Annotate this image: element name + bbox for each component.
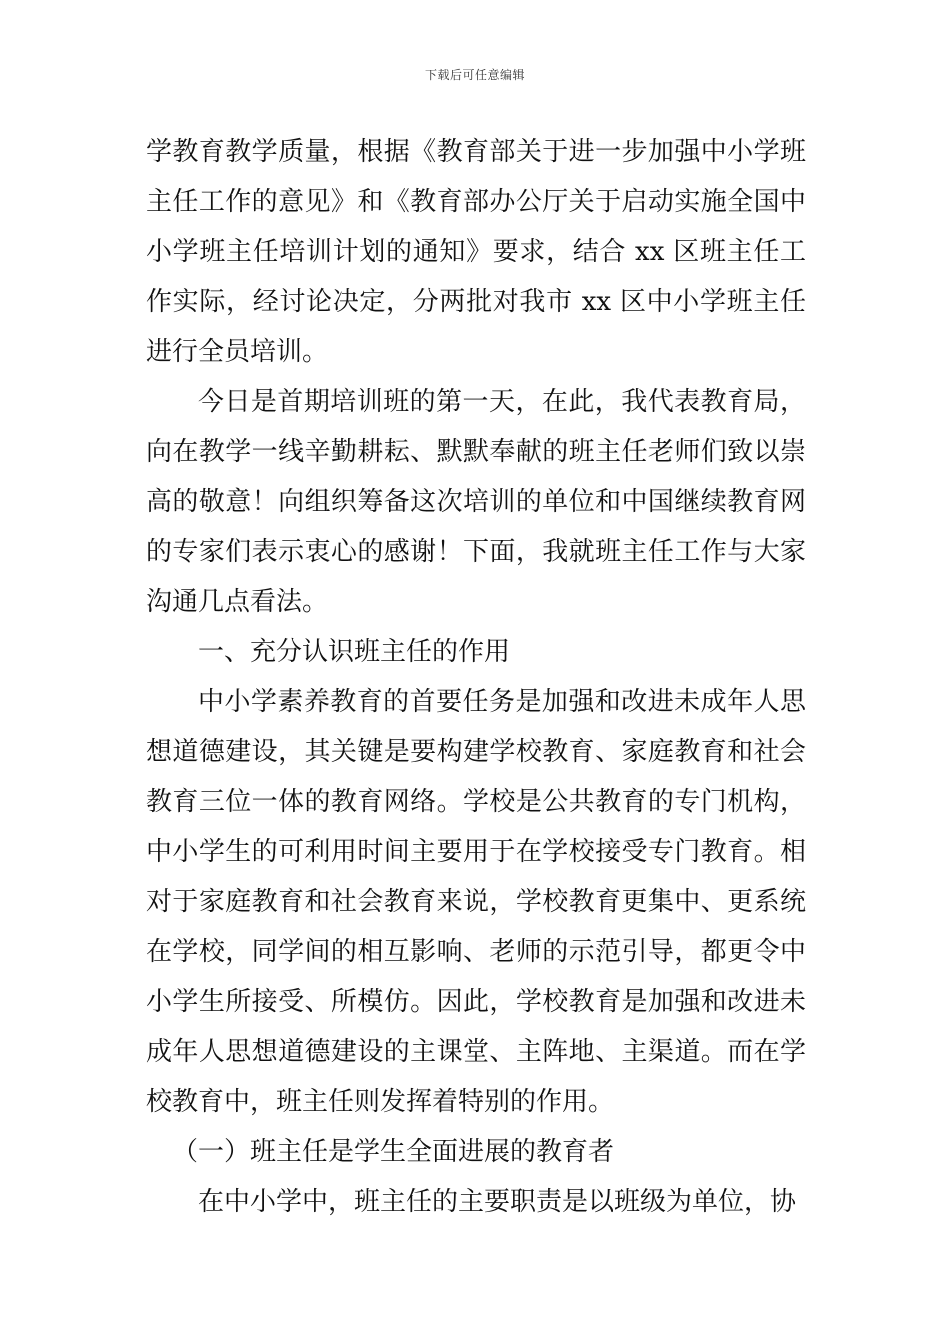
paragraph-continuation: 学教育教学质量，根据《教育部关于进一步加强中小学班主任工作的意见》和《教育部办公厅关于启动实施全国中小学班主任培训计划的通知》要求，结合 xx 区班主任工作实际，经讨论决定，分两批对我市 xx 区中小学班主任进行全员培训。 bbox=[146, 137, 806, 367]
paragraph-section-body: 中小学素养教育的首要任务是加强和改进未成年人思想道德建设，其关键是要构建学校教育、家庭教育和社会教育三位一体的教育网络。学校是公共教育的专门机构，中小学生的可利用时间主要用于在学校接受专门教育。相对于家庭教育和社会教育来说，学校教育更集中、更系统在学校，同学间的相互影响、老师的示范引导，都更令中小学生所接受、所模仿。因此，学校教育是加强和改进未成年人思想道德建设的主课堂、主阵地、主渠道。而在学校教育中，班主任则发挥着特别的作用。 bbox=[146, 687, 806, 1117]
document-body bbox=[146, 127, 806, 1227]
header-note: 下载后可任意编辑 bbox=[424, 68, 525, 82]
section-heading: 一、充分认识班主任的作用 bbox=[198, 637, 511, 667]
paragraph-subsection-body: 在中小学中，班主任的主要职责是以班级为单位，协 bbox=[198, 1187, 797, 1217]
subsection-heading: （一）班主任是学生全面进展的教育者 bbox=[172, 1137, 615, 1167]
paragraph-opening: 今日是首期培训班的第一天，在此，我代表教育局，向在教学一线辛勤耕耘、默默奉献的班主任老师们致以崇高的敬意！向组织筹备这次培训的单位和中国继续教育网的专家们表示衷心的感谢！下面，我就班主任工作与大家沟通几点看法。 bbox=[146, 387, 806, 617]
